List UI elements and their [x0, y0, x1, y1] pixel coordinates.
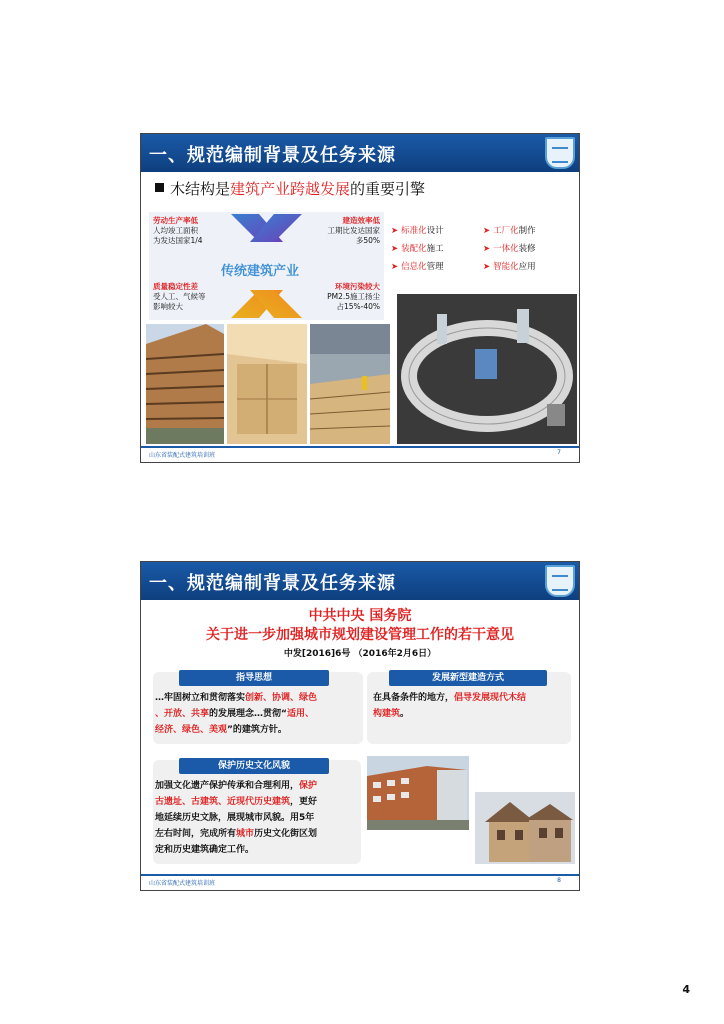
university-logo-icon	[545, 565, 575, 597]
slide-7	[140, 133, 580, 463]
heritage-protection-card	[153, 760, 361, 864]
house-icon	[475, 792, 575, 864]
arrow-icon: ➤	[483, 226, 491, 236]
construction-site-photo	[310, 324, 390, 444]
document-title: 关于进一步加强城市规划建设管理工作的若干意见	[206, 627, 514, 643]
building-facade-icon	[146, 324, 224, 444]
labor-productivity-box: 劳动生产率低 人均竣工面积 为发达国家1/4	[153, 216, 203, 245]
card-text: 在具备条件的地方，倡导发展现代木结 构建筑。	[373, 693, 527, 719]
industrialization-cycle-illustration	[397, 294, 577, 444]
page-number: 4	[682, 983, 690, 996]
diagram-center-title: 传统建筑产业	[221, 264, 300, 279]
industry-problem-diagram	[149, 212, 384, 320]
card-text: 加强文化遗产保护传承和合理利用，保护 古遗址、古建筑、近现代历史建筑，更好 地延续历史文脉，展现城市风貌。用5年 左右时间，完成所有城市历史文化街区划 定和历史建筑确定工作。	[155, 781, 318, 855]
feature-item: ➤ 智能化应用	[483, 262, 536, 272]
card-title: 指导思想	[179, 670, 329, 686]
building-icon	[367, 756, 469, 830]
slide-footer	[141, 874, 579, 890]
feature-item: ➤ 一体化装修	[483, 244, 536, 254]
card-title: 保护历史文化风貌	[179, 758, 329, 774]
card-text: …牢固树立和贯彻落实创新、协调、绿色 、开放、共享的发展理念…贯彻“适用、 经济、绿色、美观”的建筑方针。	[155, 693, 318, 735]
square-bullet-icon	[155, 183, 164, 192]
bullet-point	[155, 178, 425, 199]
quality-stability-box: 质量稳定性差 受人工、气候等 影响较大	[153, 282, 206, 311]
feature-item: ➤ 工厂化制作	[483, 226, 536, 236]
slide-title-bar	[141, 134, 579, 172]
slide-title: 一、规范编制背景及任务来源	[149, 145, 396, 166]
feature-item: ➤ 信息化管理	[391, 262, 444, 272]
card-title: 发展新型建造方式	[389, 670, 547, 686]
timber-apartment-photo	[367, 756, 469, 830]
university-logo-icon	[545, 137, 575, 169]
slide-number: 7	[557, 449, 561, 456]
slide-footer	[141, 446, 579, 462]
construction-efficiency-box: 建造效率低 工期比发达国家 多50%	[327, 216, 380, 245]
wood-panel-icon	[227, 324, 307, 444]
timber-house-photo	[475, 792, 575, 864]
footer-text: 山东省装配式建筑培训班	[149, 880, 216, 887]
arrow-icon: ➤	[483, 262, 491, 272]
feature-item: ➤ 标准化设计	[391, 226, 444, 236]
footer-text: 山东省装配式建筑培训班	[149, 452, 216, 459]
feature-item: ➤ 装配化施工	[391, 244, 444, 254]
slide-8	[140, 561, 580, 891]
new-construction-card	[367, 672, 571, 744]
arrow-icon: ➤	[391, 262, 399, 272]
guiding-ideology-card	[153, 672, 363, 744]
bullet-text: 木结构是	[170, 180, 231, 198]
timber-building-photo	[146, 324, 224, 444]
issuer-heading: 中共中央 国务院	[308, 608, 412, 624]
clt-panel-photo	[227, 324, 307, 444]
bullet-highlight: 建筑产业跨越发展	[230, 180, 351, 198]
construction-icon	[310, 324, 390, 444]
bullet-text-end: 的重要引擎	[350, 180, 426, 198]
arrow-icon: ➤	[391, 226, 399, 236]
arrow-icon: ➤	[483, 244, 491, 254]
slide-number: 8	[557, 877, 561, 884]
environment-pollution-box: 环境污染较大 PM2.5施工扬尘 占15%-40%	[327, 282, 380, 311]
process-ring-icon	[397, 294, 577, 444]
arrow-icon: ➤	[391, 244, 399, 254]
slide-title: 一、规范编制背景及任务来源	[149, 573, 396, 594]
slide-title-bar	[141, 562, 579, 600]
document-number: 中发[2016]6号 （2016年2月6日）	[283, 649, 437, 659]
